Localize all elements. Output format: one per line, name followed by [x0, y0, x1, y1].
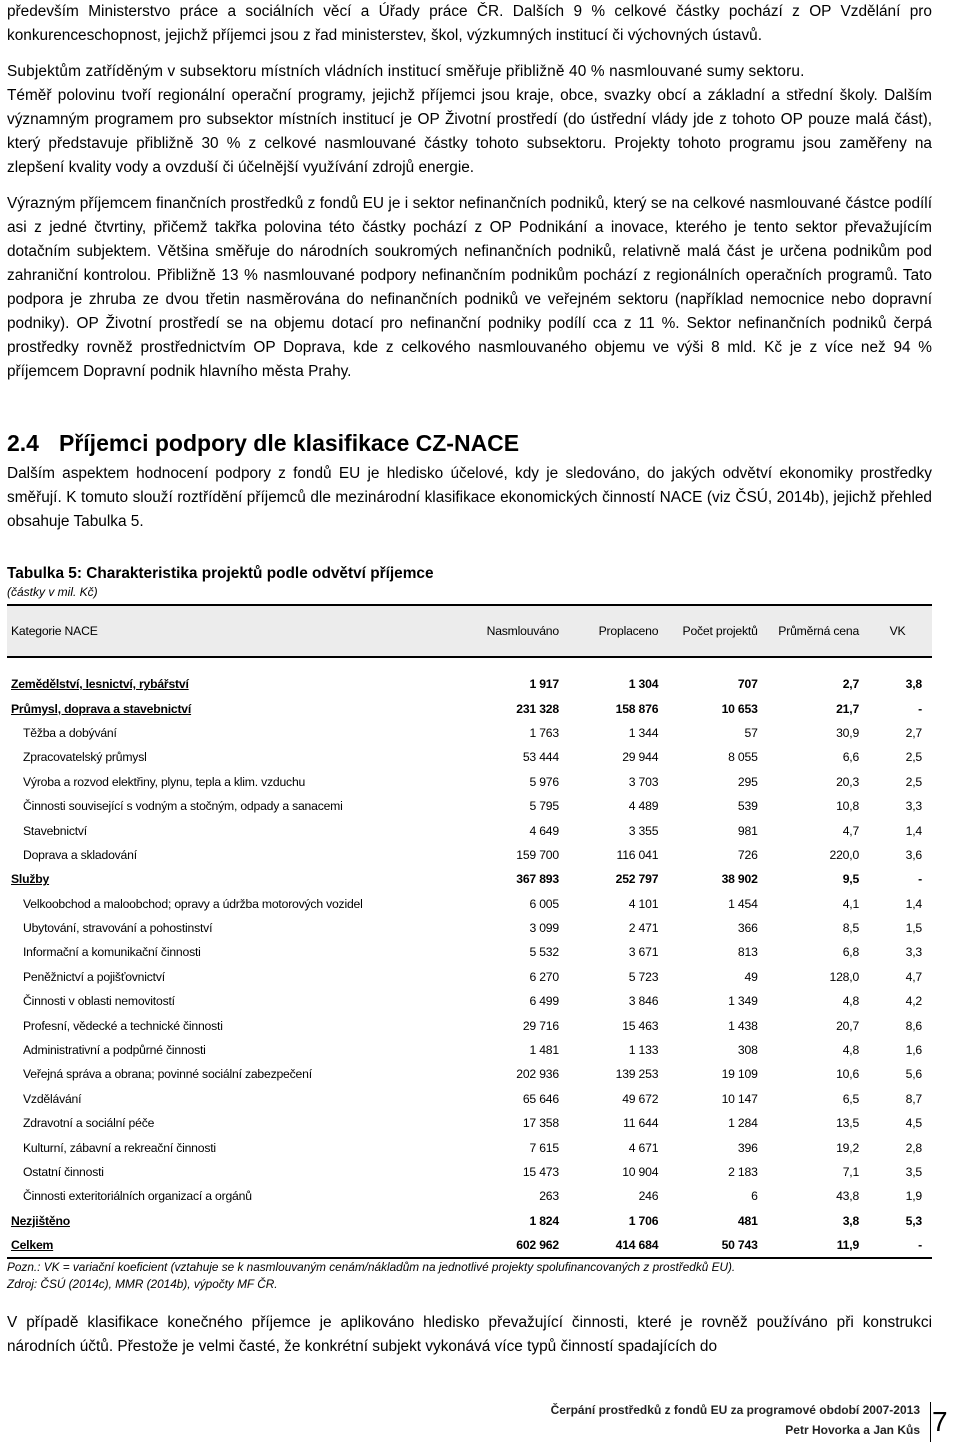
row-value: - [863, 1233, 932, 1258]
row-value: 15 463 [622, 1018, 659, 1033]
row-value: 2 471 [628, 921, 659, 936]
table-row [7, 818, 932, 842]
row-value: 3 703 [628, 774, 659, 789]
table-row [7, 696, 932, 720]
row-label: Celkem [7, 1233, 482, 1258]
row-label: Nezjištěno [11, 1213, 70, 1228]
row-label: Profesní, vědecké a technické činnosti [23, 1018, 223, 1033]
row-value: 367 893 [516, 872, 559, 887]
row-value: 1 284 [728, 1116, 758, 1131]
row-value: 10,6 [836, 1067, 860, 1082]
row-value: 6 005 [529, 896, 559, 911]
paragraph: Subjektům zatříděným v subsektoru místních vládních institucí směřuje přibližně 40 % nasmlouvané sumy sektoru. [7, 63, 805, 80]
row-value: 128,0 [829, 969, 860, 984]
row-value: 1 763 [529, 725, 559, 740]
row-value: 707 [737, 677, 758, 692]
row-value: 65 646 [522, 1091, 559, 1106]
row-value: 57 [744, 725, 758, 740]
row-value: 29 944 [622, 750, 659, 765]
row-value: 5,3 [905, 1213, 922, 1228]
row-label: Těžba a dobývání [23, 725, 117, 740]
row-value: 4,8 [842, 1043, 860, 1058]
row-label: Informační a komunikační činnosti [23, 945, 201, 960]
row-value: 2,7 [842, 677, 860, 692]
row-value: 1 917 [529, 677, 559, 692]
table-row [7, 1160, 932, 1184]
row-value: 20,7 [836, 1018, 860, 1033]
row-label: Průmysl, doprava a stavebnictví [11, 701, 192, 716]
table-row [7, 892, 932, 916]
row-value: 308 [737, 1043, 758, 1058]
row-value: 43,8 [836, 1189, 860, 1204]
column-header: Průměrná cena [762, 605, 863, 657]
row-value: 15 473 [522, 1165, 559, 1179]
row-value: 50 743 [662, 1233, 761, 1258]
row-value: 1,6 [905, 1043, 922, 1058]
row-value: 7 615 [529, 1140, 559, 1155]
page-number: 7 [932, 1406, 948, 1437]
column-header: Kategorie NACE [7, 605, 482, 657]
table-row [7, 965, 932, 989]
footer-title: Čerpání prostředků z fondů EU za programové období 2007-2013 [550, 1403, 920, 1417]
row-label: Veřejná správa a obrana; povinné sociální zabezpečení [23, 1067, 312, 1082]
table-row [7, 794, 932, 818]
row-label: Zemědělství, lesnictví, rybářství [11, 677, 189, 692]
table-header-row [7, 605, 932, 657]
page-footer [551, 1400, 920, 1440]
row-value: 263 [539, 1189, 559, 1204]
row-label: Činnosti související s vodným a stočným, odpady a sanacemi [23, 799, 343, 814]
row-value: 3,8 [842, 1213, 860, 1228]
row-value: 6 [751, 1189, 758, 1204]
table-row [7, 1038, 932, 1062]
row-value: 602 962 [482, 1233, 563, 1258]
row-value: 5 795 [529, 799, 559, 814]
row-value: 21,7 [836, 701, 860, 716]
paragraph: především Ministerstvo práce a sociálních věcí a Úřady práce ČR. Dalších 9 % celkové částky pochází z OP Vzdělání pro konkurenceschopnost, jejichž příjemci jsou z řad ministerstev, škol, výzkumných institucí či výchovných ústavů. [7, 3, 932, 44]
row-label: Činnosti v oblasti nemovitostí [23, 994, 175, 1009]
row-value: 1 454 [728, 896, 758, 911]
row-value: 3,6 [905, 847, 922, 862]
row-label: Administrativní a podpůrné činnosti [23, 1043, 206, 1058]
row-value: 4,1 [842, 896, 860, 911]
table-row [7, 1087, 932, 1111]
row-value: 7,1 [842, 1165, 860, 1179]
row-value: 539 [737, 799, 758, 814]
table-row [7, 745, 932, 769]
row-value: 4,7 [905, 969, 922, 984]
row-value: 1 824 [529, 1213, 559, 1228]
row-value: 3 355 [628, 823, 659, 838]
row-value: - [918, 701, 922, 716]
row-value: 19 109 [721, 1067, 758, 1082]
row-value: 8,5 [842, 921, 860, 936]
table-row [7, 940, 932, 964]
row-value: 139 253 [615, 1067, 659, 1082]
table-row [7, 1233, 932, 1258]
row-label: Zdravotní a sociální péče [23, 1116, 155, 1131]
row-value: 8,7 [905, 1091, 922, 1106]
row-value: 13,5 [836, 1116, 860, 1131]
row-value: 252 797 [615, 872, 659, 887]
footer-authors: Petr Hovorka a Jan Kůs [785, 1423, 920, 1437]
paragraph: Výrazným příjemcem finančních prostředků z fondů EU je i sektor nefinančních podniků, který se na celkové nasmlouvané částce podílí asi z jedné čtvrtiny, přičemž takřka polovina této částky pochází z OP Podnikání a inovace, kterého je tento sektor převažujícím dotačním subjektem. Většina směřuje do národních soukromých nefinančních podniků, relativně malá část je určena podnikům pod zahraniční kontrolou. Přibližně 13 % nasmlouvané podpory nefinančním podnikům pochází z regionálních operačních programů. Tato podpora je zhruba ze dvou třetin nasměrována do nefinančních podniků ve veřejném sektoru (například nemocnice nebo dopravní podniky). OP Životní prostředí se na objemu dotací pro nefinanční podniky podílí cca z 11 %. Sektor nefinančních podniků čerpá prostředky rovněž prostřednictvím OP Doprava, kde z celkového nasmlouvaného objemu ve výši 8 mld. Kč je z více než 94 % příjemcem Dopravní podnik hlavního města Prahy. [7, 195, 932, 380]
row-value: 366 [737, 921, 758, 936]
table-row [7, 721, 932, 745]
row-value: 1 481 [529, 1043, 559, 1058]
row-value: 6 499 [529, 994, 559, 1009]
paragraph: Dalším aspektem hodnocení podpory z fondů EU je hledisko účelové, kdy je sledováno, do jakých odvětví ekonomiky prostředky směřují. K tomuto slouží roztřídění příjemců dle mezinárodní klasifikace ekonomických činností NACE (viz ČSÚ, 2014b), jejichž přehled obsahuje Tabulka 5. [7, 465, 932, 530]
table-spacer-row [7, 657, 932, 672]
row-label: Velkoobchod a maloobchod; opravy a údržba motorových vozidel [23, 896, 363, 911]
row-value: 4,2 [905, 994, 922, 1009]
table-row [7, 672, 932, 696]
section-number: 2.4 [7, 430, 39, 456]
row-label: Peněžnictví a pojišťovnictví [23, 969, 165, 984]
row-value: 1 304 [628, 677, 659, 692]
row-value: 6,6 [842, 750, 860, 765]
table-row [7, 770, 932, 794]
section-heading [7, 428, 932, 458]
row-value: 1 349 [728, 994, 758, 1009]
row-label: Doprava a skladování [23, 847, 137, 862]
row-value: 158 876 [615, 701, 659, 716]
row-value: 1,4 [905, 896, 922, 911]
row-value: 5 723 [628, 969, 659, 984]
row-value: 1 438 [728, 1018, 758, 1033]
row-value: 10 147 [721, 1091, 758, 1106]
row-value: 2,7 [905, 725, 922, 740]
row-value: 29 716 [522, 1018, 559, 1033]
row-label: Služby [11, 872, 50, 887]
row-value: 726 [737, 847, 758, 862]
row-value: 813 [737, 945, 758, 960]
row-value: 17 358 [522, 1116, 559, 1131]
row-value: 49 672 [622, 1091, 659, 1106]
row-value: 3 671 [628, 945, 659, 960]
row-value: 10 653 [721, 701, 758, 716]
row-value: 8,6 [905, 1018, 922, 1033]
row-value: 159 700 [516, 847, 559, 862]
row-value: 295 [737, 774, 758, 789]
paragraph: Téměř polovinu tvoří regionální operační programy, jejichž příjemci jsou kraje, obce, svazky obcí a základní a střední školy. Dalším významným programem pro subsektor místních institucí je OP Životní prostředí (do ústřední vlády jde z tohoto OP pouze malá část), který představuje přibližně 30 % z celkové nasmlouvané částky tohoto subsektoru. Projekty tohoto programu jsou zaměřeny na zlepšení kvality vody a ovzduší či účelnější využívání zdrojů energie. [7, 87, 932, 176]
section-title: Příjemci podpory dle klasifikace CZ-NACE [59, 430, 520, 456]
row-value: 3 099 [529, 921, 559, 936]
row-label: Zpracovatelský průmysl [23, 750, 147, 765]
row-value: 1,5 [905, 921, 922, 936]
row-value: 5 976 [529, 774, 559, 789]
table-row [7, 867, 932, 891]
column-header: VK [863, 605, 932, 657]
column-header: Počet projektů [662, 605, 761, 657]
row-value: 396 [737, 1140, 758, 1155]
row-label: Kulturní, zábavní a rekreační činnosti [23, 1140, 216, 1155]
table-unit: (částky v mil. Kč) [7, 585, 98, 599]
row-value: 5 532 [529, 945, 559, 960]
footer-divider [930, 1402, 931, 1442]
nace-table [7, 604, 932, 1259]
row-value: 10,8 [836, 799, 860, 814]
row-value: 3 846 [628, 994, 659, 1009]
row-value: 3,3 [905, 945, 922, 960]
row-value: 4,8 [842, 994, 860, 1009]
document-page [7, 0, 932, 1359]
table-row [7, 916, 932, 940]
table-row [7, 1209, 932, 1233]
row-value: 8 055 [728, 750, 758, 765]
table-row [7, 1184, 932, 1208]
row-value: 1,4 [905, 823, 922, 838]
row-value: 53 444 [522, 750, 559, 765]
row-value: 3,3 [905, 799, 922, 814]
table-row [7, 1062, 932, 1086]
row-value: 2,8 [905, 1140, 922, 1155]
row-label: Výroba a rozvod elektřiny, plynu, tepla a klim. vzduchu [23, 774, 306, 789]
row-label: Ostatní činnosti [23, 1165, 104, 1179]
row-value: 2 183 [728, 1165, 758, 1179]
row-value: 4 671 [628, 1140, 659, 1155]
row-value: 1 706 [628, 1213, 659, 1228]
row-value: 20,3 [836, 774, 860, 789]
row-value: 231 328 [516, 701, 559, 716]
column-header: Proplaceno [563, 605, 662, 657]
row-value: 2,5 [905, 774, 922, 789]
row-value: - [918, 872, 922, 887]
row-label: Ubytování, stravování a pohostinství [23, 921, 213, 936]
row-value: 11,9 [762, 1233, 863, 1258]
row-value: 3,5 [905, 1165, 922, 1179]
row-value: 6 270 [529, 969, 559, 984]
row-value: 10 904 [622, 1165, 659, 1179]
row-value: 202 936 [516, 1067, 559, 1082]
row-value: 4 101 [628, 896, 659, 911]
row-value: 220,0 [829, 847, 860, 862]
row-value: 5,6 [905, 1067, 922, 1082]
row-value: 246 [638, 1189, 659, 1204]
row-value: 6,5 [842, 1091, 860, 1106]
paragraph: V případě klasifikace konečného příjemce je aplikováno hledisko převažující činnosti, které je rovněž používáno při konstrukci národních účtů. Přestože je velmi časté, že konkrétní subjekt vykonává více typů činností spadajících do [7, 1314, 932, 1356]
row-value: 4,7 [842, 823, 860, 838]
row-value: 6,8 [842, 945, 860, 960]
table-title: Tabulka 5: Charakteristika projektů podle odvětví příjemce [7, 565, 434, 582]
row-value: 481 [737, 1213, 758, 1228]
row-value: 1 133 [628, 1043, 659, 1058]
row-value: 3,8 [905, 677, 922, 692]
row-value: 116 041 [616, 847, 659, 862]
row-label: Stavebnictví [23, 823, 87, 838]
row-value: 49 [744, 969, 758, 984]
row-value: 38 902 [721, 872, 758, 887]
table-source: Zdroj: ČSÚ (2014c), MMR (2014b), výpočty MF ČR. [7, 1277, 278, 1292]
table-note: Pozn.: VK = variační koeficient (vztahuje se k nasmlouvaným cenám/nákladům na jednotlivé projekty spolufinancovaných z prostředků EU). [7, 1260, 736, 1275]
table-row [7, 1135, 932, 1159]
row-value: 414 684 [563, 1233, 662, 1258]
row-value: 19,2 [836, 1140, 860, 1155]
row-value: 1,9 [905, 1189, 922, 1204]
table-row [7, 989, 932, 1013]
row-value: 2,5 [905, 750, 922, 765]
table-row [7, 1013, 932, 1037]
row-value: 9,5 [842, 872, 860, 887]
row-value: 11 644 [623, 1116, 659, 1131]
row-value: 1 344 [628, 725, 659, 740]
row-value: 4,5 [905, 1116, 922, 1131]
row-value: 30,9 [836, 725, 860, 740]
row-label: Činnosti exteritoriálních organizací a orgánů [23, 1189, 252, 1204]
row-value: 981 [737, 823, 758, 838]
row-value: 4 649 [529, 823, 559, 838]
table-row [7, 843, 932, 867]
table-row [7, 1111, 932, 1135]
row-label: Vzdělávání [23, 1091, 82, 1106]
row-value: 4 489 [628, 799, 659, 814]
column-header: Nasmlouváno [482, 605, 563, 657]
